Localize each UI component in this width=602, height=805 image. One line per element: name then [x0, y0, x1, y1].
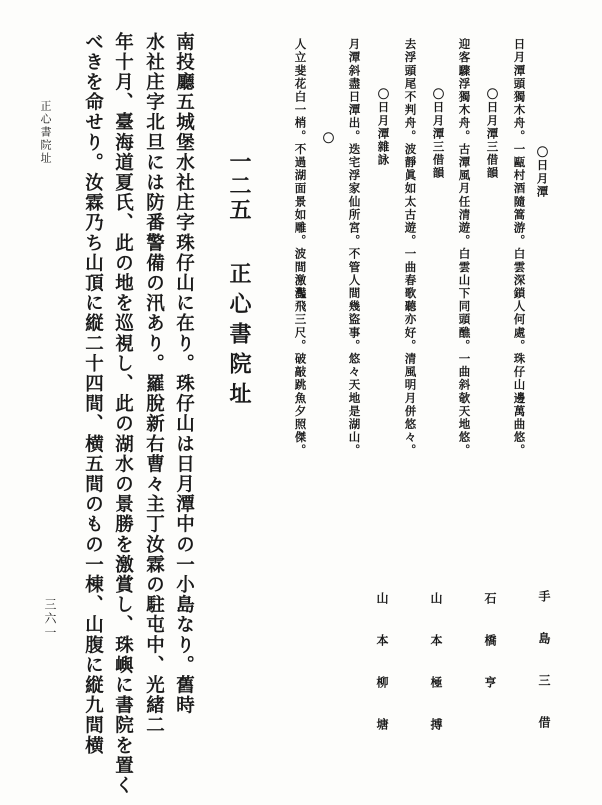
- poem-line-2: 迎客驟浮獨木舟。古潭風月任清遊。白雲山下同頭醮。一曲斜欹天地悠。: [457, 38, 472, 458]
- author-teshima: 手島三借: [537, 590, 551, 758]
- poem-line-4: 月潭斜盡日潭出。迭宅浮家仙所宮。不管人間幾盜事。悠々天地是湖山。: [347, 38, 362, 458]
- body-column-4: べきを命せり。汝霖乃ち山頂に縦二十四間、横五間のもの一棟、山腹に縦九間横: [82, 32, 104, 756]
- section-title: 正心書院址: [226, 262, 252, 412]
- poem-title-left: 〇日月潭: [535, 146, 550, 199]
- author-ishibashi: 石橋亨: [483, 592, 497, 718]
- body-column-2: 水社庄字北旦には防番警備の汛あり。羅脫新右曹々主丁汝霖の駐屯中、光緒二: [143, 32, 165, 736]
- poem-mark: 〇: [321, 132, 336, 146]
- poem-subtitle-1: 〇日月潭三借韻: [485, 88, 500, 180]
- author-yamamoto-2: 山本柳塘: [375, 592, 389, 760]
- body-column-3: 年十月、臺海道夏氏、此の地を巡視し、此の湖水の景勝を激賞し、珠嶼に書院を置く: [112, 32, 134, 796]
- poem-line-5: 人立斐花白一梢。不過湖面景如雕。波間激灩飛三尺。破敲跳魚夕照傑。: [293, 38, 308, 458]
- body-column-1: 南投廳五城堡水社庄字珠仔山に在り。珠仔山は日月潭中の一小島なり。舊時: [173, 32, 195, 716]
- poem-line-1: 日月潭頭獨木舟。一甌村酒隨篙游。白雲深鎖人何處。珠仔山邊萬曲悠。: [512, 38, 527, 458]
- section-number: 一二五: [226, 150, 252, 222]
- author-yamamoto-1: 山本極搏: [429, 592, 443, 760]
- poem-line-3: 去浮頭尾不判舟。波靜眞如太古遊。一曲春歌聽亦好。清風明月併悠々。: [403, 38, 418, 458]
- page-number: 三六一: [43, 598, 57, 640]
- poem-subtitle-3: 〇日月潭雜詠: [376, 88, 391, 167]
- poem-subtitle-2: 〇日月潭三借韻: [431, 88, 446, 180]
- running-head: 正心書院址: [39, 100, 52, 165]
